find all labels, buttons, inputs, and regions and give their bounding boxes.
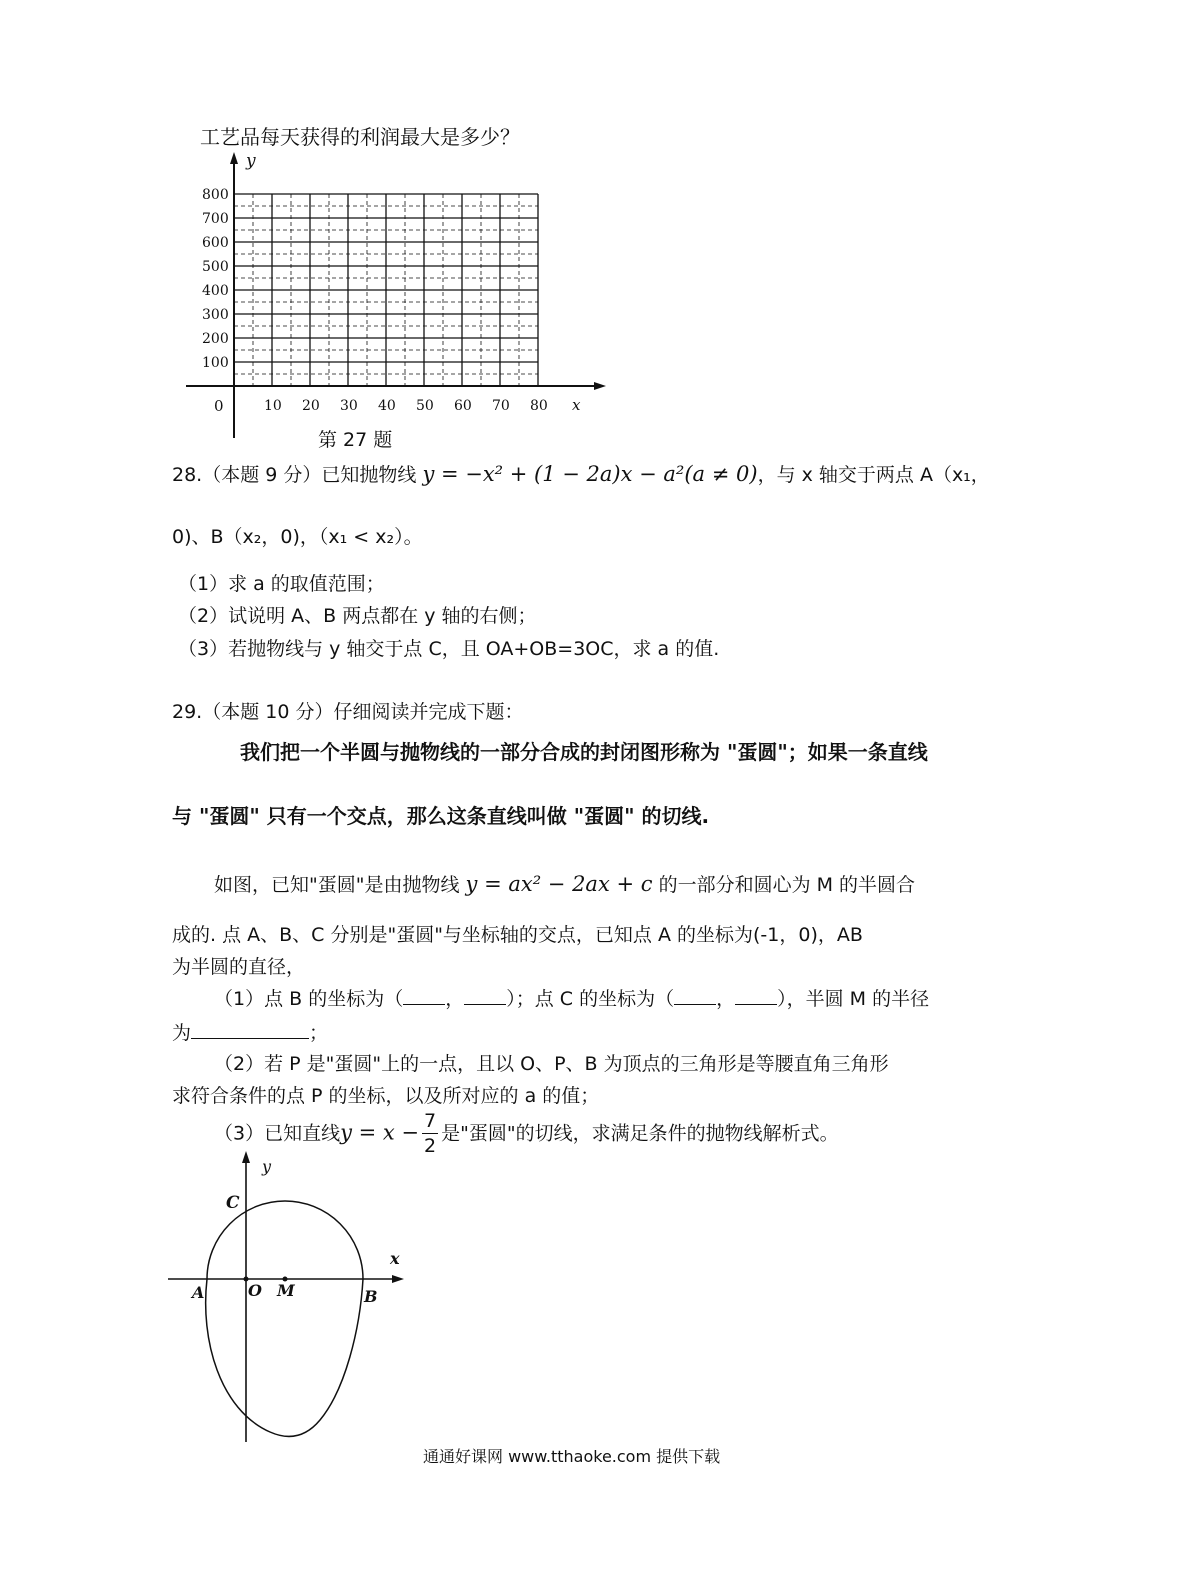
parabola-arc: [206, 1279, 363, 1436]
grid-y-tick-label: 700: [202, 211, 229, 227]
grid-x-tick-label: 50: [416, 398, 434, 414]
q28-line2: 0)、B（x₂，0)，（x₁ < x₂）。: [172, 526, 423, 548]
fraction-numerator: 7: [424, 1110, 437, 1132]
answer-blank[interactable]: [191, 1024, 309, 1039]
q28-part1: （1）求 a 的取值范围；: [178, 573, 385, 595]
grid-x-tick-label: 40: [378, 398, 396, 414]
q29-definition-line2: 与 "蛋圆" 只有一个交点，那么这条直线叫做 "蛋圆" 的切线.: [172, 804, 710, 828]
diagram-y-axis-arrow: [242, 1151, 250, 1163]
q29-part1-text-b: ，: [445, 988, 465, 1010]
grid-x-tick-label: 30: [340, 398, 358, 414]
answer-blank[interactable]: [674, 990, 716, 1005]
label-b: B: [364, 1287, 378, 1306]
q29-intro-equation: y = ax² − 2ax + c: [465, 872, 653, 896]
q27-caption: 第 27 题: [318, 429, 393, 451]
q29-part2-line1: （2）若 P 是"蛋圆"上的一点，且以 O、P、B 为顶点的三角形是等腰直角三角形: [214, 1053, 889, 1075]
grid-y-tick-label: 600: [202, 235, 229, 251]
diagram-x-axis-arrow: [392, 1275, 404, 1283]
q28-header-mid: ，与 x 轴交于两点 A（x₁，: [757, 464, 990, 486]
q29-part1-text-e: ），半圆 M 的半径: [777, 988, 930, 1010]
q29-intro-line1: [214, 870, 915, 897]
q29-part3-text-b: 是"蛋圆"的切线，求满足条件的抛物线解析式。: [441, 1122, 839, 1145]
egg-diagram: [160, 1150, 420, 1445]
q29-part1-text-d: ，: [716, 988, 736, 1010]
q29-header: 29.（本题 10 分）仔细阅读并完成下题：: [172, 701, 524, 723]
answer-blank[interactable]: [403, 990, 445, 1005]
label-a: A: [192, 1283, 205, 1302]
grid-y-tick-label: 300: [202, 307, 229, 323]
page-footer: 通通好课网 www.tthaoke.com 提供下载: [423, 1447, 721, 1466]
grid-axes: [186, 152, 606, 438]
q28-part3: （3）若抛物线与 y 轴交于点 C，且 OA+OB=3OC，求 a 的值.: [178, 638, 720, 660]
fraction-denominator: 2: [424, 1135, 437, 1157]
grid-y-tick-label: 200: [202, 331, 229, 347]
diagram-y-label: y: [262, 1157, 272, 1176]
grid-x-tick-label: 70: [492, 398, 510, 414]
q29-part3-equation: y = x −: [340, 1120, 420, 1145]
grid-y-axis-label: y: [246, 151, 256, 171]
q29-part1-text-f: 为: [172, 1022, 192, 1044]
q29-intro-line3: 为半圆的直径，: [172, 956, 306, 978]
label-o: O: [248, 1281, 262, 1300]
grid-x-tick-label: 60: [454, 398, 472, 414]
fraction-seven-halves: [422, 1112, 438, 1156]
q29-intro-text-b: 的一部分和圆心为 M 的半圆合: [658, 874, 916, 896]
q29-part1-text-g: ；: [309, 1022, 329, 1044]
label-m: M: [277, 1281, 295, 1300]
grid-x-tick-label: 10: [264, 398, 282, 414]
q28-part2: （2）试说明 A、B 两点都在 y 轴的右侧；: [178, 605, 537, 627]
grid-x-tick-label: 80: [530, 398, 548, 414]
q29-definition-line1: 我们把一个半圆与抛物线的一部分合成的封闭图形称为 "蛋圆"；如果一条直线: [240, 740, 928, 764]
q28-header: 28.（本题 9 分）已知抛物线: [172, 464, 417, 486]
grid-origin-label: 0: [214, 397, 224, 415]
q28-header-line: [172, 460, 990, 487]
grid-y-tick-label: 500: [202, 259, 229, 275]
answer-blank[interactable]: [735, 990, 777, 1005]
q29-intro-text-a: 如图，已知"蛋圆"是由抛物线: [214, 874, 460, 896]
grid-y-tick-label: 800: [202, 187, 229, 203]
grid-x-tick-label: 20: [302, 398, 320, 414]
grid-x-tick-labels: [264, 398, 548, 414]
answer-blank[interactable]: [464, 990, 506, 1005]
grid-y-tick-labels: [202, 187, 229, 371]
q29-intro-line2: 成的. 点 A、B、C 分别是"蛋圆"与坐标轴的交点，已知点 A 的坐标为(-1，0)，AB: [172, 924, 863, 946]
diagram-x-label: x: [390, 1249, 400, 1268]
q29-part1-text-a: （1）点 B 的坐标为（: [214, 988, 404, 1010]
grid-lines: [234, 194, 538, 386]
q27-grid-figure: [180, 150, 610, 450]
q28-equation: y = −x² + (1 − 2a)x − a²(a ≠ 0): [422, 462, 758, 486]
grid-y-tick-label: 100: [202, 355, 229, 371]
q27-question-tail: 工艺品每天获得的利润最大是多少？: [200, 125, 520, 149]
grid-x-axis-label: x: [572, 396, 581, 414]
grid-y-tick-label: 400: [202, 283, 229, 299]
label-c: C: [226, 1193, 240, 1213]
q29-part2-line2: 求符合条件的点 P 的坐标，以及所对应的 a 的值；: [172, 1085, 600, 1107]
q29-part1-line1: [214, 984, 929, 1011]
q29-part3-text-a: （3）已知直线: [214, 1122, 341, 1145]
q29-part1-text-c: ）；点 C 的坐标为（: [506, 988, 675, 1010]
q29-part1-line2: [172, 1018, 328, 1045]
